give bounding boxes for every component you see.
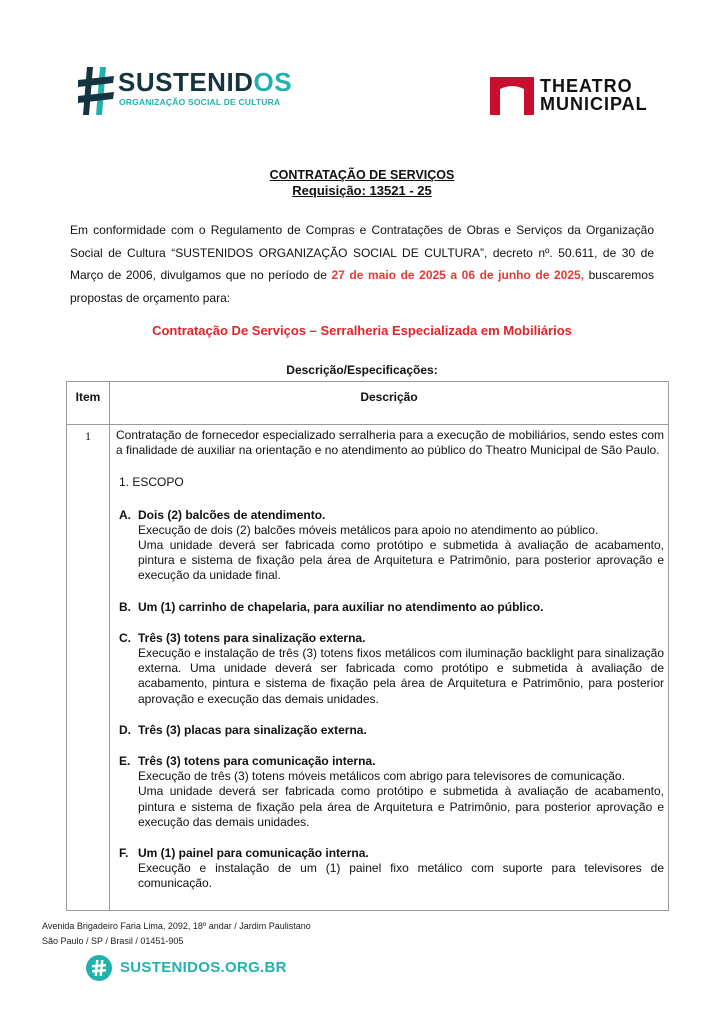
hash-circle-icon: [86, 955, 112, 981]
item-number: 1: [85, 429, 91, 443]
section-f: F. Um (1) painel para comunicação interna. Execução e instalação de um (1) painel fixo metálico com suporte para televisores de comunicação.: [119, 846, 664, 891]
row-intro: Contratação de fornecedor especializado serralheria para a execução de mobiliários, sendo estes com a finalidade de auxiliar na orientação e no atendimento ao público do Theatro Municipal de São Paulo.: [116, 428, 664, 458]
bidding-period: 27 de maio de 2025 a 06 de junho de 2025,: [331, 268, 585, 282]
description-cell: [116, 428, 664, 892]
brand-wordmark: SUSTENIDOS: [118, 67, 293, 97]
hash-icon: [78, 65, 114, 117]
section-b: B. Um (1) carrinho de chapelaria, para auxiliar no atendimento ao público.: [119, 599, 544, 614]
table-caption: Descrição/Especificações:: [286, 363, 438, 377]
website-link[interactable]: SUSTENIDOS.ORG.BR: [120, 959, 287, 976]
section-e: E. Três (3) totens para comunicação interna. Execução de três (3) totens móveis metálicos com abrigo para televisores de comunicação. Uma unidade deverá ser fabricada como protótipo e submetida à avaliação de acabamento, pintura e sistema de fixação pela área de Arquitetura e Patrimônio, para posterior aprovação e execução das demais unidades.: [119, 754, 664, 829]
section-d: D. Três (3) placas para sinalização externa.: [119, 722, 367, 737]
section-a: A. Dois (2) balcões de atendimento. Execução de dois (2) balcões móveis metálicos para apoio no atendimento ao público. Uma unidade deverá ser fabricada como protótipo e submetida à avaliação de acabamento, pintura e sistema de fixação pela área de Arquitetura e Patrimônio, para posterior aprovação e execução da unidade final.: [119, 507, 664, 583]
column-header-description: Descrição: [360, 390, 418, 404]
theatro-municipal-logo: [490, 73, 660, 118]
theatro-arch-icon: [490, 75, 534, 117]
footer-address: Avenida Brigadeiro Faria Lima, 2092, 18º andar / Jardim Paulistano São Paulo / SP / Brasil / 01451-905: [42, 921, 311, 946]
footer-website[interactable]: [86, 955, 286, 981]
brand-subtitle: ORGANIZAÇÃO SOCIAL DE CULTURA: [119, 97, 281, 107]
column-header-item: Item: [75, 390, 101, 404]
requisition-number: Requisição: 13521 - 25: [292, 183, 432, 198]
intro-paragraph: Em conformidade com o Regulamento de Compras e Contratações de Obras e Serviços da Organização Social de Cultura “SUSTENIDOS ORGANIZAÇÃO SOCIAL DE CULTURA”, decreto nº. 50.611, de 30 de Março de 2006, divulgamos que no período de 27 de maio de 2025 a 06 de junho de 2025, buscaremos propostas de orçamento para:: [70, 223, 654, 305]
section-c: C. Três (3) totens para sinalização externa. Execução e instalação de três (3) totens fixos metálicos com iluminação backlight para sinalização externa. Uma unidade deverá ser fabricada como protótipo e submetida à avaliação de acabamento, pintura e sistema de fixação pela área de Arquitetura e Patrimônio, para posterior aprovação e execução das demais unidades.: [119, 630, 664, 706]
theatro-wordmark: THEATRO MUNICIPAL: [540, 76, 648, 114]
specification-table: [66, 381, 669, 911]
sustenidos-logo: [78, 63, 293, 118]
service-subject: Contratação De Serviços – Serralheria Especializada em Mobiliários: [152, 323, 572, 338]
document-title: [0, 168, 724, 198]
scope-heading: 1. ESCOPO: [119, 475, 184, 490]
title-line: CONTRATAÇÃO DE SERVIÇOS: [269, 168, 455, 182]
